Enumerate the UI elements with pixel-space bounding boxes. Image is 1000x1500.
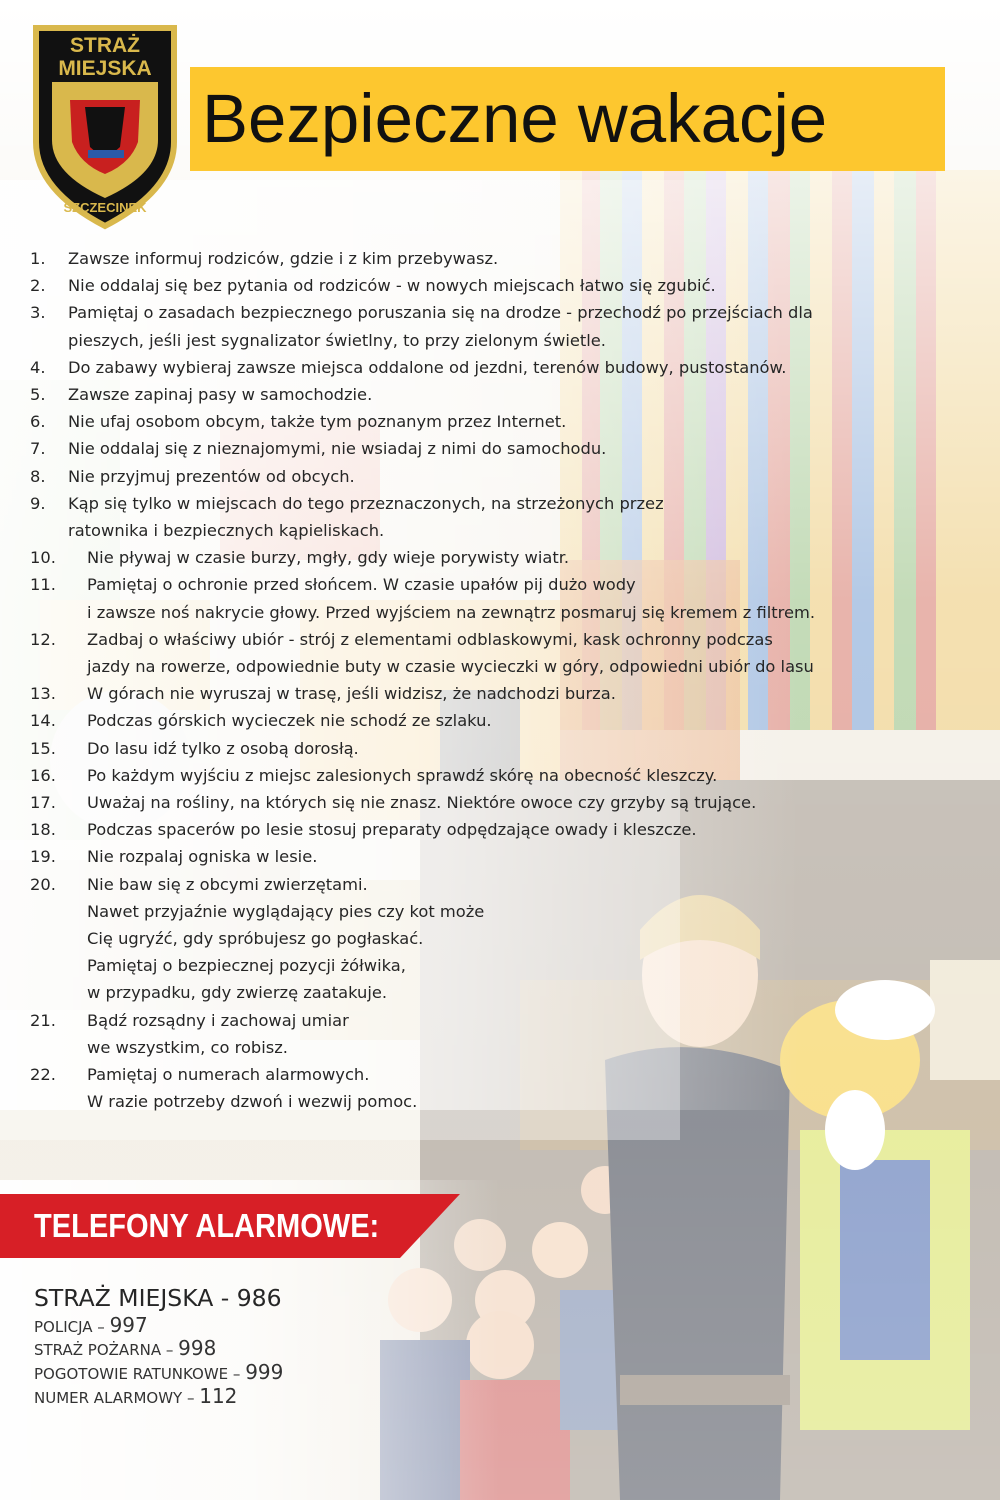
emergency-service-number: 112 <box>199 1384 238 1408</box>
rule-text: Uważaj na rośliny, na których się nie znasz. Niektóre owoce czy grzyby są trujące. <box>87 793 757 812</box>
rule-text: Nie oddalaj się bez pytania od rodziców - w nowych miejscach łatwo się zgubić. <box>68 276 716 296</box>
rule-text: Do zabawy wybieraj zawsze miejsca oddalone od jezdni, terenów budowy, pustostanów. <box>68 357 787 377</box>
rule-number: 19. <box>30 847 56 867</box>
emergency-service-label: POGOTOWIE RATUNKOWE – <box>34 1365 246 1383</box>
rule-text: Podczas spacerów po lesie stosuj preparaty odpędzające owady i kleszcze. <box>87 820 697 840</box>
badge-top-text: STRAŻ <box>70 34 140 57</box>
rule-number: 5. <box>30 385 46 404</box>
rule-number: 11. <box>30 575 56 595</box>
rule-text: Pamiętaj o zasadach bezpiecznego poruszania się na drodze - przechodź po przejściach dla <box>68 303 813 323</box>
rule-number: 10. <box>30 548 56 568</box>
emergency-service-label: NUMER ALARMOWY – <box>34 1389 200 1407</box>
rule-text: Nie baw się z obcymi zwierzętami. <box>87 874 368 894</box>
rule-text: Nie oddalaj się z nieznajomymi, nie wsiadaj z nimi do samochodu. <box>68 439 607 459</box>
rule-text: pieszych, jeśli jest sygnalizator świetlny, to przy zielonym świetle. <box>68 330 606 350</box>
city-guard-phone: STRAŻ MIEJSKA - 986 <box>34 1284 282 1312</box>
rule-text: Nie ufaj osobom obcym, także tym poznanym przez Internet. <box>68 412 567 432</box>
rule-number: 1. <box>30 249 46 268</box>
rule-number: 22. <box>30 1065 56 1084</box>
rule-text: Pamiętaj o numerach alarmowych. <box>87 1065 370 1084</box>
rule-number: 14. <box>30 711 56 731</box>
rule-text: Zadbaj o właściwy ubiór - strój z elementami odblaskowymi, kask ochronny podczas <box>87 629 773 649</box>
rule-text: jazdy na rowerze, odpowiednie buty w czasie wycieczki w góry, odpowiedni ubiór do lasu <box>87 657 814 676</box>
emergency-number-row <box>34 1384 237 1408</box>
rule-text: Cię ugryźć, gdy spróbujesz go pogłaskać. <box>87 929 424 948</box>
rule-number: 12. <box>30 629 56 649</box>
rule-text: w przypadku, gdy zwierzę zaatakuje. <box>87 983 388 1003</box>
rule-text: Pamiętaj o bezpiecznej pozycji żółwika, <box>87 956 406 976</box>
rule-text: Nawet przyjaźnie wyglądający pies czy kot może <box>87 901 485 921</box>
rule-number: 20. <box>30 874 56 894</box>
rule-text: W razie potrzeby dzwoń i wezwij pomoc. <box>87 1092 418 1112</box>
rule-number: 8. <box>30 466 46 486</box>
emergency-number-row <box>34 1313 148 1337</box>
rule-text: Nie pływaj w czasie burzy, mgły, gdy wieje porywisty wiatr. <box>87 548 570 568</box>
rule-text: Kąp się tylko w miejscach do tego przeznaczonych, na strzeżonych przez <box>68 493 664 513</box>
badge-bottom-text: SZCZECINEK <box>63 200 147 215</box>
page-title: Bezpieczne wakacje <box>202 80 828 157</box>
rule-text: Pamiętaj o ochronie przed słońcem. W czasie upałów pij dużo wody <box>87 575 636 595</box>
rule-text: Do lasu idź tylko z osobą dorosłą. <box>87 738 359 758</box>
rule-number: 18. <box>30 820 56 840</box>
rule-text: ratownika i bezpiecznych kąpieliskach. <box>68 521 385 540</box>
rule-number: 7. <box>30 439 46 459</box>
rule-text: Zawsze informuj rodziców, gdzie i z kim przebywasz. <box>68 249 499 268</box>
rule-text: W górach nie wyruszaj w trasę, jeśli widzisz, że nadchodzi burza. <box>87 684 616 704</box>
rule-number: 3. <box>30 303 46 323</box>
emergency-service-label: STRAŻ POŻARNA – <box>34 1341 179 1359</box>
emergency-number-row <box>34 1360 283 1384</box>
rule-text: Nie rozpalaj ogniska w lesie. <box>87 847 318 867</box>
emergency-service-number: 998 <box>178 1336 217 1360</box>
alarm-heading: TELEFONY ALARMOWE: <box>34 1207 380 1244</box>
rule-number: 16. <box>30 765 56 785</box>
emergency-service-number: 997 <box>109 1313 148 1337</box>
emergency-service-number: 999 <box>245 1360 284 1384</box>
rule-text: Bądź rozsądny i zachowaj umiar <box>87 1010 349 1030</box>
rule-text: Podczas górskich wycieczek nie schodź ze szlaku. <box>87 711 492 731</box>
city-guard-badge-logo <box>30 22 180 232</box>
rule-number: 4. <box>30 357 46 377</box>
rule-text: Po każdym wyjściu z miejsc zalesionych sprawdź skórę na obecność kleszczy. <box>87 765 718 785</box>
rule-text: Zawsze zapinaj pasy w samochodzie. <box>68 385 373 404</box>
rule-text: we wszystkim, co robisz. <box>87 1037 288 1057</box>
rule-number: 9. <box>30 493 46 513</box>
badge-mid-text: MIEJSKA <box>58 57 152 80</box>
rule-number: 13. <box>30 684 56 704</box>
rule-number: 15. <box>30 738 56 758</box>
rule-text: Nie przyjmuj prezentów od obcych. <box>68 466 355 486</box>
rule-number: 2. <box>30 276 46 296</box>
rule-text: i zawsze noś nakrycie głowy. Przed wyjściem na zewnątrz posmaruj się kremem z filtrem. <box>87 602 816 622</box>
emergency-service-label: POLICJA – <box>34 1318 110 1336</box>
emergency-number-row <box>34 1336 216 1360</box>
rule-number: 6. <box>30 412 46 432</box>
rule-number: 17. <box>30 793 56 812</box>
rule-number: 21. <box>30 1010 56 1030</box>
